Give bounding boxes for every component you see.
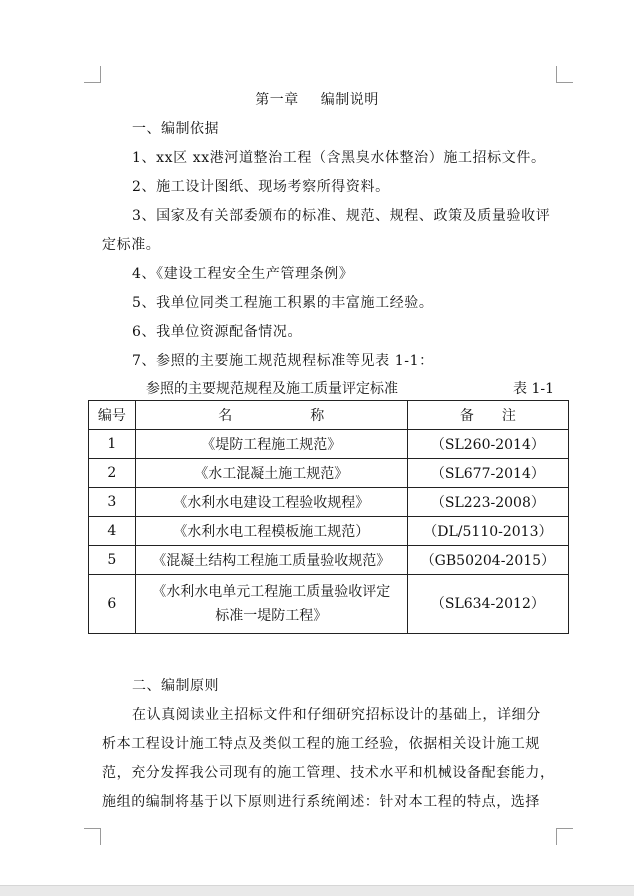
principles-line-1: 在认真阅读业主招标文件和仔细研究招标设计的基础上，详细分 [132, 707, 541, 723]
row-note: （SL634-2012） [407, 575, 568, 634]
section-heading-principles: 二、编制原则 [132, 678, 219, 694]
row-standard-name-line1: 《水利水电单元工程施工质量验收评定 [152, 584, 391, 600]
page-corner-mark-bottom-right [556, 828, 573, 845]
table-row [89, 517, 569, 546]
row-note: （SL260-2014） [407, 430, 568, 459]
row-note: （SL677-2014） [407, 459, 568, 488]
page-corner-mark-bottom-left [84, 828, 101, 845]
row-standard-name: 《堤防工程施工规范》 [135, 430, 407, 459]
row-number: 4 [89, 517, 136, 546]
chapter-number: 第一章 [255, 92, 299, 108]
principles-line-3: 范，充分发挥我公司现有的施工管理、技术水平和机械设备配套能力， [102, 765, 555, 781]
header-note: 备 注 [407, 401, 568, 430]
table-label: 表 1-1 [513, 381, 554, 397]
row-standard-name-line2: 标准一堤防工程》 [215, 608, 328, 624]
basis-item-5: 5、我单位同类工程施工积累的丰富施工经验。 [132, 295, 434, 311]
table-caption: 参照的主要规范规程及施工质量评定标准 [146, 381, 398, 397]
row-standard-name: 《水利水电建设工程验收规程》 [135, 488, 407, 517]
row-standard-name: 《水利水电工程模板施工规范） [135, 517, 407, 546]
basis-item-3: 3、国家及有关部委颁布的标准、规范、规程、政策及质量验收评 [132, 208, 551, 224]
viewer-bottom-bar [0, 885, 634, 896]
table-row [89, 488, 569, 517]
table-row [89, 575, 569, 634]
chapter-name: 编制说明 [320, 92, 379, 108]
row-note: （SL223-2008） [407, 488, 568, 517]
section-heading-basis: 一、编制依据 [132, 121, 219, 137]
chapter-title [0, 90, 634, 110]
row-number: 1 [89, 430, 136, 459]
row-standard-name: 《混凝土结构工程施工质量验收规范》 [135, 546, 407, 575]
standards-table [88, 400, 569, 634]
principles-line-4: 施组的编制将基于以下原则进行系统阐述：针对本工程的特点，选择 [102, 794, 540, 810]
row-number: 6 [89, 575, 136, 634]
row-note: （DL/5110-2013） [407, 517, 568, 546]
row-standard-name: 《水工混凝土施工规范》 [135, 459, 407, 488]
page-corner-mark-top-left [84, 66, 101, 83]
basis-item-7: 7、参照的主要施工规范规程标准等见表 1-1： [132, 353, 434, 369]
header-name: 名 称 [135, 401, 407, 430]
table-row [89, 430, 569, 459]
basis-item-6: 6、我单位资源配备情况。 [132, 324, 303, 340]
basis-item-2: 2、施工设计图纸、现场考察所得资料。 [132, 179, 390, 195]
basis-item-4: 4、《建设工程安全生产管理条例》 [132, 266, 354, 282]
page-corner-mark-top-right [556, 66, 573, 83]
row-standard-name [135, 575, 407, 634]
basis-item-3-continued: 定标准。 [102, 237, 161, 253]
table-header-row [89, 401, 569, 430]
row-note: （GB50204-2015） [407, 546, 568, 575]
basis-item-1: 1、xx区 xx港河道整治工程（含黑臭水体整治）施工招标文件。 [132, 150, 546, 166]
header-number: 编号 [89, 401, 136, 430]
row-number: 2 [89, 459, 136, 488]
row-number: 3 [89, 488, 136, 517]
table-row [89, 546, 569, 575]
row-number: 5 [89, 546, 136, 575]
table-row [89, 459, 569, 488]
principles-line-2: 析本工程设计施工特点及类似工程的施工经验，依据相关设计施工规 [102, 736, 540, 752]
